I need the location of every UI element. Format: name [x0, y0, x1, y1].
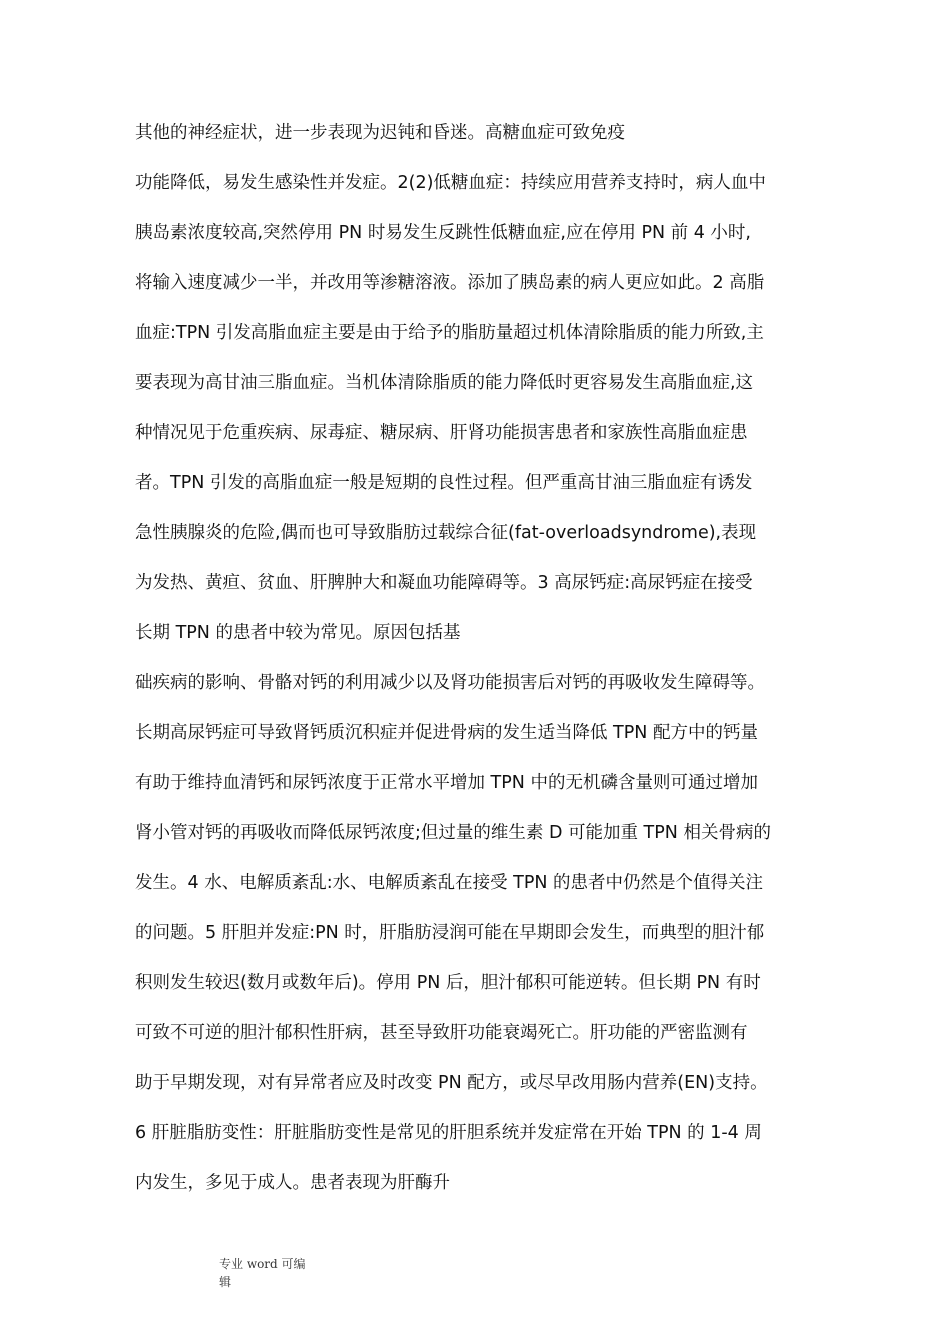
text-line: 种情况见于危重疾病、尿毒症、糖尿病、肝肾功能损害患者和家族性高脂血症患: [135, 423, 748, 443]
text-line: 助于早期发现，对有异常者应及时改变 PN 配方，或尽早改用肠内营养(EN)支持。: [135, 1073, 768, 1093]
text-line: 发生。4 水、电解质紊乱:水、电解质紊乱在接受 TPN 的患者中仍然是个值得关注: [135, 873, 764, 893]
footer-line: 专业 word 可编: [219, 1257, 306, 1271]
text-line: 长期 TPN 的患者中较为常见。原因包括基: [135, 623, 461, 643]
text-line: 的问题。5 肝胆并发症:PN 时，肝脂肪浸润可能在早期即会发生，而典型的胆汁郁: [135, 923, 765, 943]
text-line: 急性胰腺炎的危险,偶而也可导致脂肪过载综合征(fat-overloadsyndrome),表现: [135, 523, 757, 543]
text-line: 6 肝脏脂肪变性：肝脏脂肪变性是常见的肝胆系统并发症常在开始 TPN 的 1-4 周: [135, 1123, 762, 1143]
document-body: [135, 121, 835, 1221]
footer-line: 辑: [219, 1275, 232, 1289]
text-line: 为发热、黄疸、贫血、肝脾肿大和凝血功能障碍等。3 高尿钙症:高尿钙症在接受: [135, 573, 753, 593]
text-line: 功能降低，易发生感染性并发症。2(2)低糖血症：持续应用营养支持时，病人血中: [135, 173, 766, 193]
text-line: 长期高尿钙症可导致肾钙质沉积症并促进骨病的发生适当降低 TPN 配方中的钙量: [135, 723, 758, 743]
text-line: 血症:TPN 引发高脂血症主要是由于给予的脂肪量超过机体清除脂质的能力所致,主: [135, 323, 764, 343]
text-line: 其他的神经症状，进一步表现为迟钝和昏迷。高糖血症可致免疫: [135, 123, 625, 143]
page-footer: [219, 1255, 339, 1291]
text-line: 者。TPN 引发的高脂血症一般是短期的良性过程。但严重高甘油三脂血症有诱发: [135, 473, 753, 493]
text-line: 肾小管对钙的再吸收而降低尿钙浓度;但过量的维生素 D 可能加重 TPN 相关骨病的: [135, 823, 771, 843]
text-line: 有助于维持血清钙和尿钙浓度于正常水平增加 TPN 中的无机磷含量则可通过增加: [135, 773, 758, 793]
text-line: 将输入速度减少一半，并改用等渗糖溶液。添加了胰岛素的病人更应如此。2 高脂: [135, 273, 765, 293]
text-line: 可致不可逆的胆汁郁积性肝病，甚至导致肝功能衰竭死亡。肝功能的严密监测有: [135, 1023, 748, 1043]
text-line: 要表现为高甘油三脂血症。当机体清除脂质的能力降低时更容易发生高脂血症,这: [135, 373, 754, 393]
text-line: 胰岛素浓度较高,突然停用 PN 时易发生反跳性低糖血症,应在停用 PN 前 4 小时,: [135, 223, 751, 243]
text-line: 内发生，多见于成人。患者表现为肝酶升: [135, 1173, 450, 1193]
text-line: 积则发生较迟(数月或数年后)。停用 PN 后，胆汁郁积可能逆转。但长期 PN 有时: [135, 973, 761, 993]
text-line: 础疾病的影响、骨骼对钙的利用减少以及肾功能损害后对钙的再吸收发生障碍等。: [135, 673, 765, 693]
